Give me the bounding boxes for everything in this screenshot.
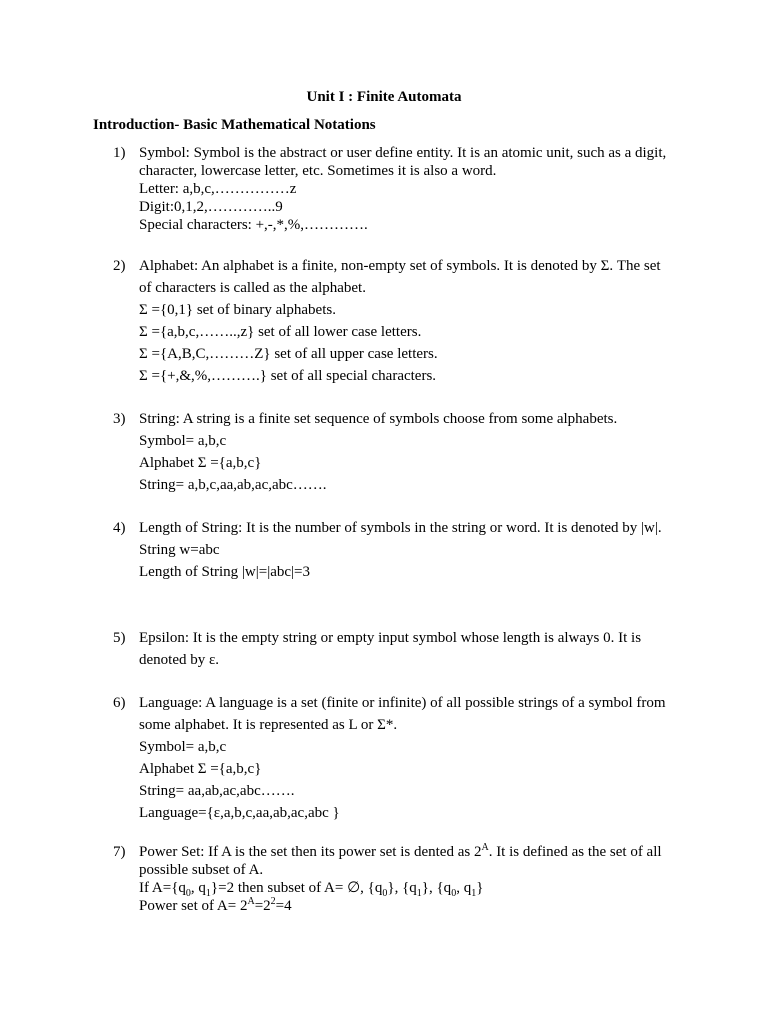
item-number: 6) [113,695,126,711]
item-number: 4) [113,520,126,536]
list-item-alphabet [113,255,673,387]
text-segment: , q [456,880,472,896]
list-item-epsilon [113,627,673,671]
item-example-line [139,897,673,915]
text-segment: , q [190,880,206,896]
item-example-line: Alphabet Σ ={a,b,c} [139,761,262,777]
item-example-line: String w=abc [139,542,220,558]
text-segment: =2 [254,898,271,914]
superscript: A [481,842,489,853]
subscript: 1 [205,888,211,899]
item-example-line: Language={ε,a,b,c,aa,ab,ac,abc } [139,805,340,821]
list-item-string [113,408,673,496]
item-definition [139,843,673,879]
item-definition: Alphabet: An alphabet is a finite, non-empty set of symbols. It is denoted by Σ. The set of characters is called as the alphabet. [139,258,661,296]
text-segment: Power set of A= 2 [139,898,248,914]
item-definition: Epsilon: It is the empty string or empty input symbol whose length is always 0. It is denoted by ε. [139,630,642,668]
item-example-line: Digit:0,1,2,…………..9 [139,199,283,215]
item-definition: Length of String: It is the number of symbols in the string or word. It is denoted by |w|. [139,520,662,536]
text-segment: If A={q [139,880,186,896]
text-segment: }=2 then subset of A= ∅, {q [210,880,383,896]
item-example-line: String= aa,ab,ac,abc……. [139,783,295,799]
item-definition: Language: A language is a set (finite or infinite) of all possible strings of a symbol from some alphabet. It is represented as L or Σ*. [139,695,666,733]
item-example-line: Symbol= a,b,c [139,433,227,449]
subscript: 0 [382,888,388,899]
item-example-line: Alphabet Σ ={a,b,c} [139,455,262,471]
item-number: 5) [113,630,126,646]
item-example-line: Σ ={0,1} set of binary alphabets. [139,302,336,318]
item-number: 2) [113,258,126,274]
list-item-length-of-string [113,517,673,583]
section-heading: Introduction- Basic Mathematical Notations [93,117,376,133]
superscript: 2 [270,896,276,907]
item-example-line: Σ ={A,B,C,………Z} set of all upper case letters. [139,346,438,362]
superscript: A [247,896,255,907]
item-example-line: Σ ={+,&,%,……….} set of all special characters. [139,368,437,384]
item-definition: String: A string is a finite set sequence of symbols choose from some alphabets. [139,411,618,427]
text-segment: =4 [275,898,292,914]
item-example-line: Special characters: +,-,*,%,…………. [139,217,368,233]
item-example-line: Length of String |w|=|abc|=3 [139,564,310,580]
item-example-line: Letter: a,b,c,……………z [139,181,297,197]
subscript: 1 [471,888,477,899]
item-example-line: Symbol= a,b,c [139,739,227,755]
item-number: 7) [113,844,126,860]
item-example-line: Σ ={a,b,c,……..,z} set of all lower case letters. [139,324,422,340]
subscript: 0 [451,888,457,899]
item-example-line: String= a,b,c,aa,ab,ac,abc……. [139,477,327,493]
item-example-line [139,879,673,897]
item-definition: Symbol: Symbol is the abstract or user define entity. It is an atomic unit, such as a digit, character, lowercase letter, etc. Sometimes it is also a word. [139,145,667,179]
page-title: Unit I : Finite Automata [306,89,462,105]
subscript: 1 [416,888,422,899]
text-segment: }, {q [421,880,452,896]
subscript: 0 [185,888,191,899]
list-item-power-set [113,843,673,915]
item-number: 1) [113,145,126,161]
list-item-language [113,692,673,824]
list-item-symbol [113,144,673,234]
text-segment: } [476,880,484,896]
definition-text: Power Set: If A is the set then its power set is dented as 2 [139,844,482,860]
text-segment: }, {q [387,880,417,896]
definition-text: . It is defined as the set of all possible subset of A. [139,844,662,878]
item-number: 3) [113,411,126,427]
